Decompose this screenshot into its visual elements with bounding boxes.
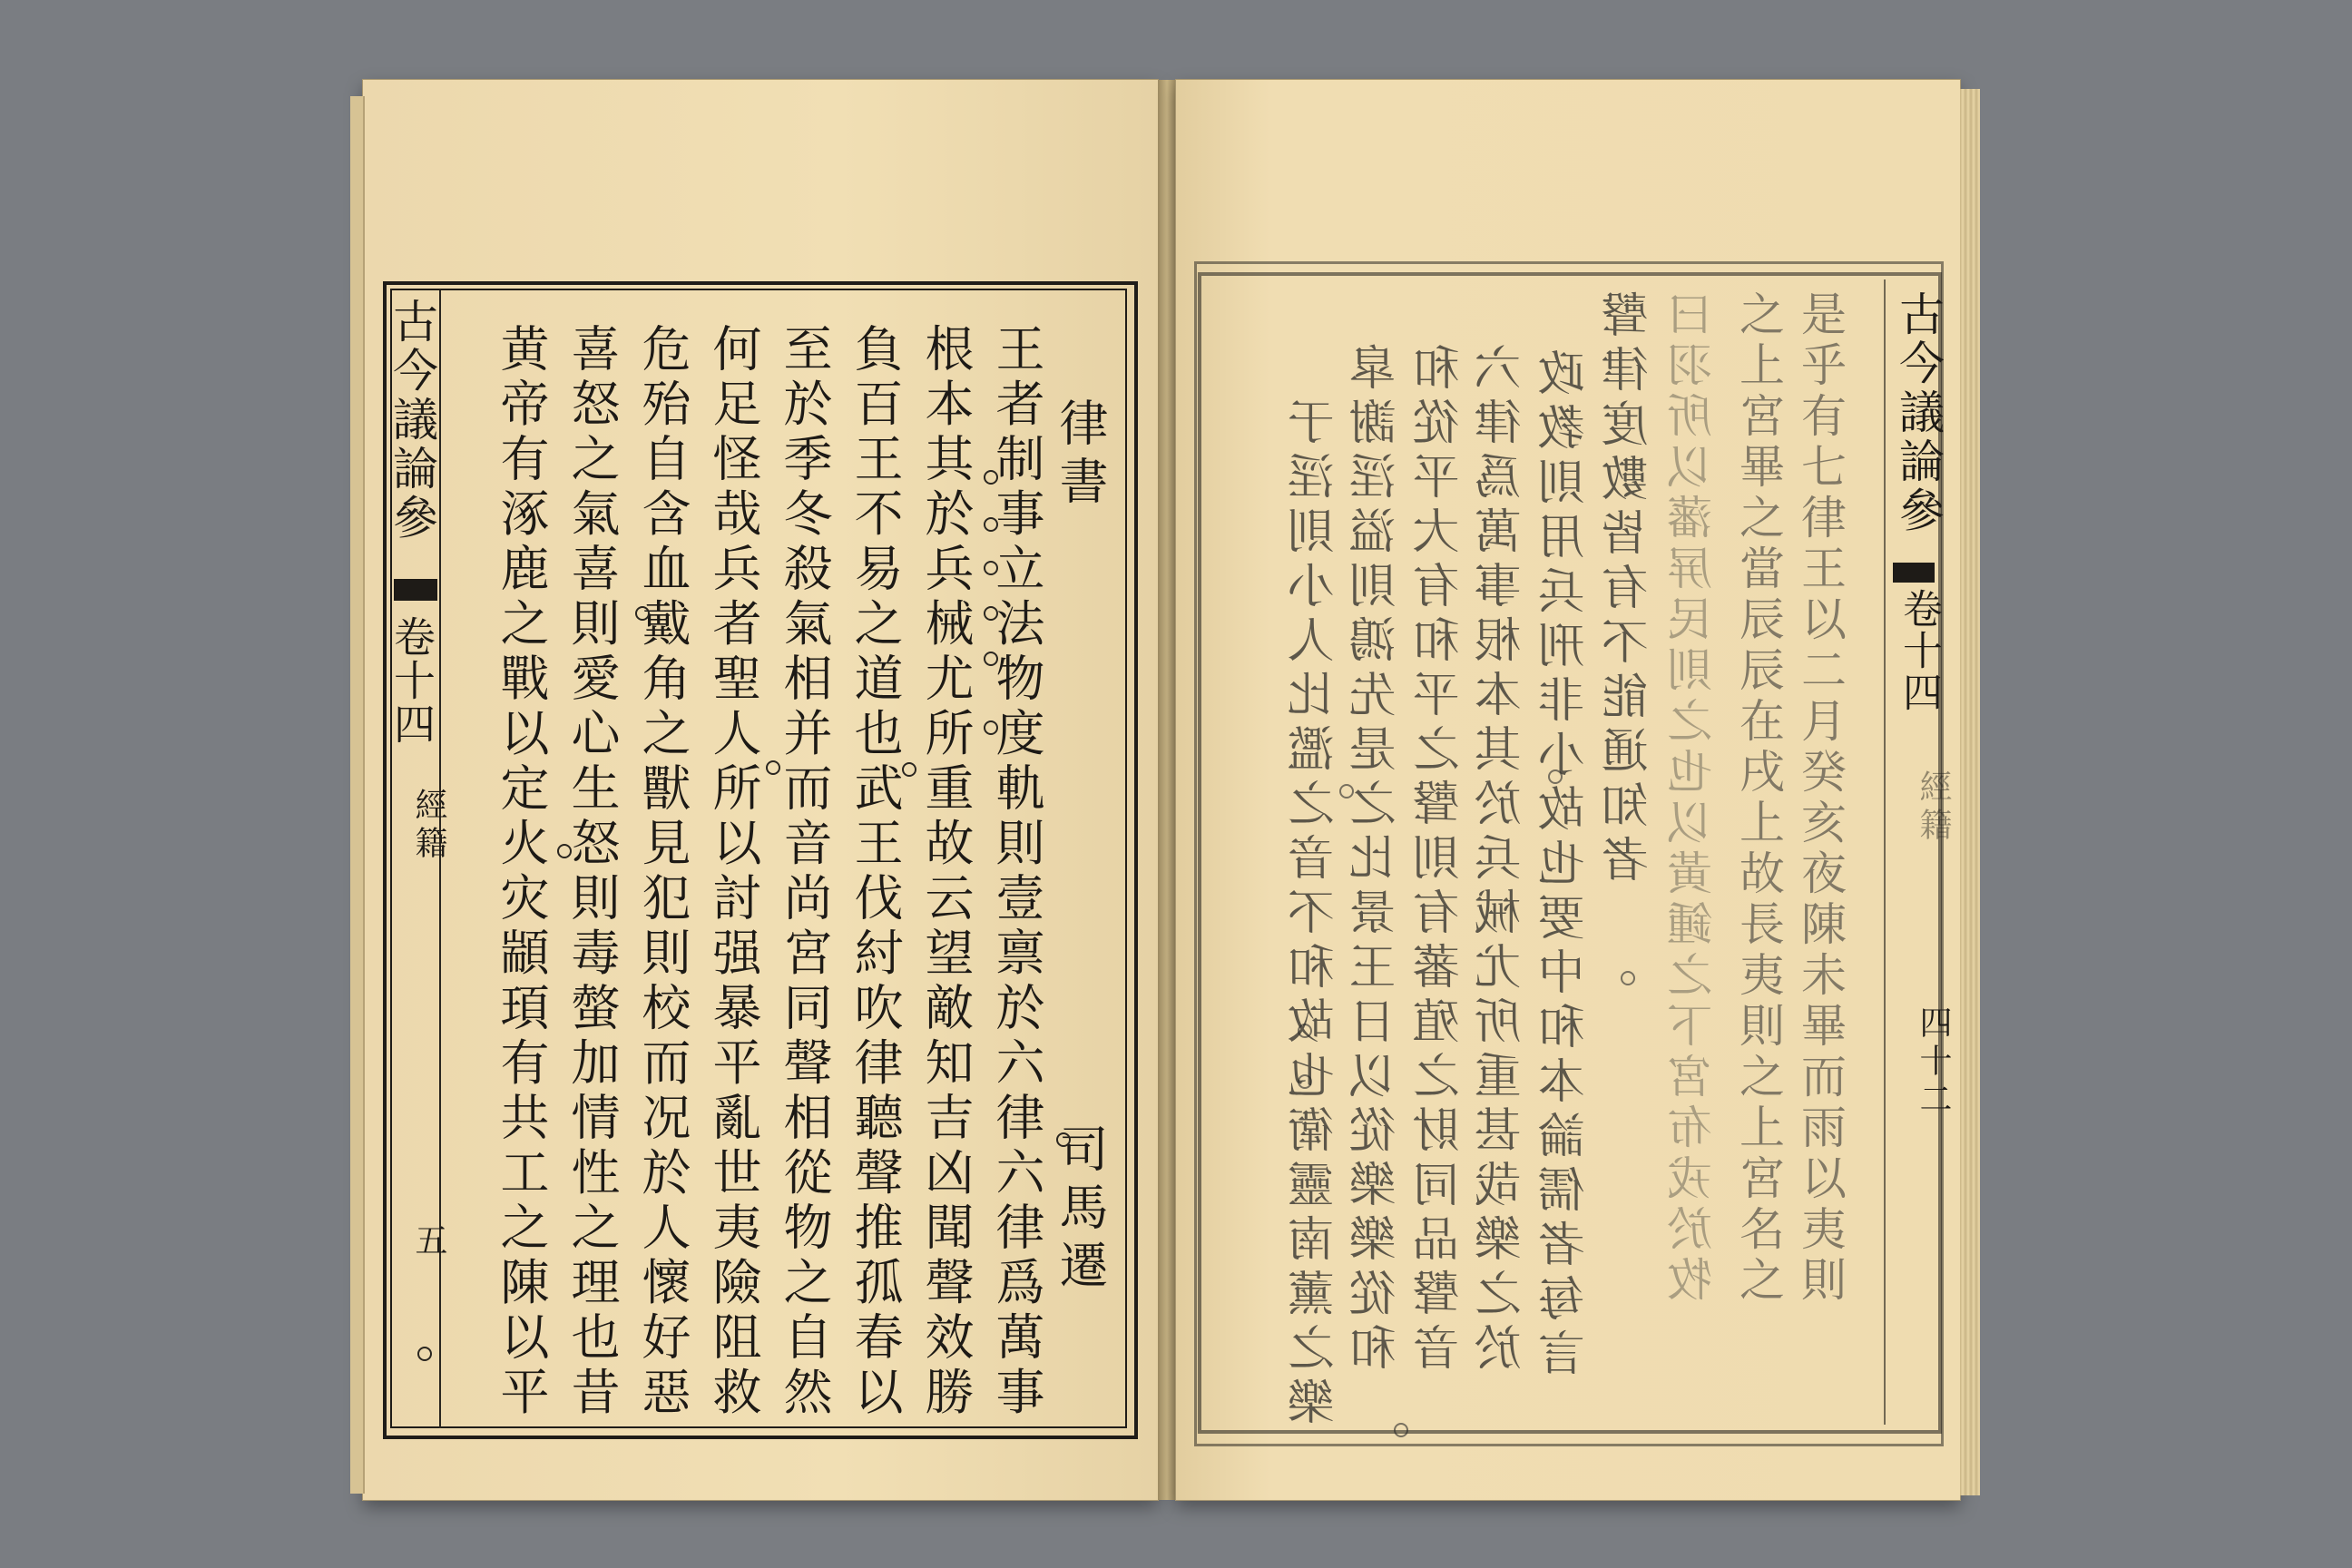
- bleed-through-column: 于淫則小人比濫之音不和故也衛靈南薰之樂: [1289, 397, 1343, 1432]
- book-edge: [350, 96, 365, 1494]
- right-side-folio: 四十二: [1915, 1005, 1952, 1120]
- punctuation-circle: [1621, 971, 1635, 985]
- bleed-through-column: 聲律度數皆有不能通知者: [1602, 290, 1657, 889]
- punctuation-circle: [1056, 1132, 1071, 1147]
- text-column: 至於季冬殺氣相并而音尚宮同聲相從物之自然: [776, 323, 833, 1421]
- text-column: 負百王不易之道也武王伐紂吹律聽聲推孤春以: [847, 323, 904, 1421]
- right-side-heading: 古今議論參: [1892, 290, 1945, 535]
- open-book: [363, 80, 1960, 1500]
- left-side-category: 經籍: [410, 788, 447, 864]
- left-page: [363, 80, 1158, 1500]
- punctuation-circle: [635, 606, 650, 621]
- right-side-volume: 卷十四: [1896, 588, 1942, 713]
- punctuation-circle: [984, 517, 998, 532]
- left-title: 律書: [1052, 397, 1109, 514]
- punctuation-circle: [984, 470, 998, 485]
- punctuation-circle: [417, 1347, 432, 1361]
- left-side-heading: 古今議論參: [386, 298, 438, 543]
- left-side-folio: 五: [410, 1223, 447, 1261]
- text-column: 之上宮畢之當辰辰在戌上故長夷則之上宮名之: [1732, 290, 1785, 1307]
- text-column: 是乎有七律王以二月癸亥夜陳未畢而雨以夷則: [1794, 290, 1847, 1307]
- right-page: [1176, 80, 1960, 1500]
- punctuation-circle: [984, 561, 998, 575]
- bleed-through-column: 和從平大有和平之聲則有蕃殖之財同品聲音: [1414, 343, 1468, 1377]
- punctuation-circle: [766, 760, 780, 775]
- punctuation-circle: [1339, 784, 1354, 799]
- text-column: 黄帝有涿鹿之戰以定火灾顓頊有共工之陳以平: [493, 323, 550, 1421]
- punctuation-circle: [984, 606, 998, 621]
- left-author: 司馬遷: [1052, 1123, 1109, 1298]
- punctuation-circle: [902, 762, 916, 777]
- margin-fishtail: [394, 579, 437, 601]
- bleed-through-column: 皐謝淫溢則鴻先是之比景王日以從樂樂從和: [1350, 343, 1405, 1377]
- bleed-through-column: 曰羽所以藩屏民則之也以黃鍾之下宮布戎於牧: [1667, 290, 1720, 1307]
- right-side-category: 經籍: [1915, 769, 1952, 846]
- margin-rule: [1884, 279, 1886, 1425]
- bleed-through-column: 政教則用兵刑非小故也要中和本論儒者每言: [1539, 348, 1593, 1383]
- punctuation-circle: [1298, 1074, 1312, 1089]
- left-side-volume: 卷十四: [387, 615, 436, 746]
- page-stack-edge: [1960, 89, 1980, 1495]
- punctuation-circle: [984, 652, 998, 666]
- punctuation-circle: [1548, 769, 1563, 784]
- text-column: 危殆自含血戴角之獸見犯則校而况於人懷好惡: [634, 323, 691, 1421]
- text-column: 根本其於兵械尤所重故云望敵知吉凶聞聲效勝: [917, 323, 975, 1421]
- book-gutter: [1158, 80, 1176, 1500]
- punctuation-circle: [1298, 1024, 1312, 1038]
- text-column: 喜怒之氣喜則愛心生怒則毒螫加情性之理也昔: [564, 323, 621, 1421]
- punctuation-circle: [1394, 1423, 1408, 1437]
- margin-fishtail: [1893, 563, 1935, 583]
- punctuation-circle: [557, 844, 572, 858]
- text-column: 王者制事立法物度軌則壹禀於六律六律爲萬事: [988, 323, 1045, 1421]
- bleed-through-column: 六律爲萬事根本其於兵械尤所重甚哉樂之於: [1475, 343, 1530, 1377]
- text-column: 何足怪哉兵者聖人所以討强暴平亂世夷險阻救: [705, 323, 762, 1421]
- punctuation-circle: [984, 720, 998, 735]
